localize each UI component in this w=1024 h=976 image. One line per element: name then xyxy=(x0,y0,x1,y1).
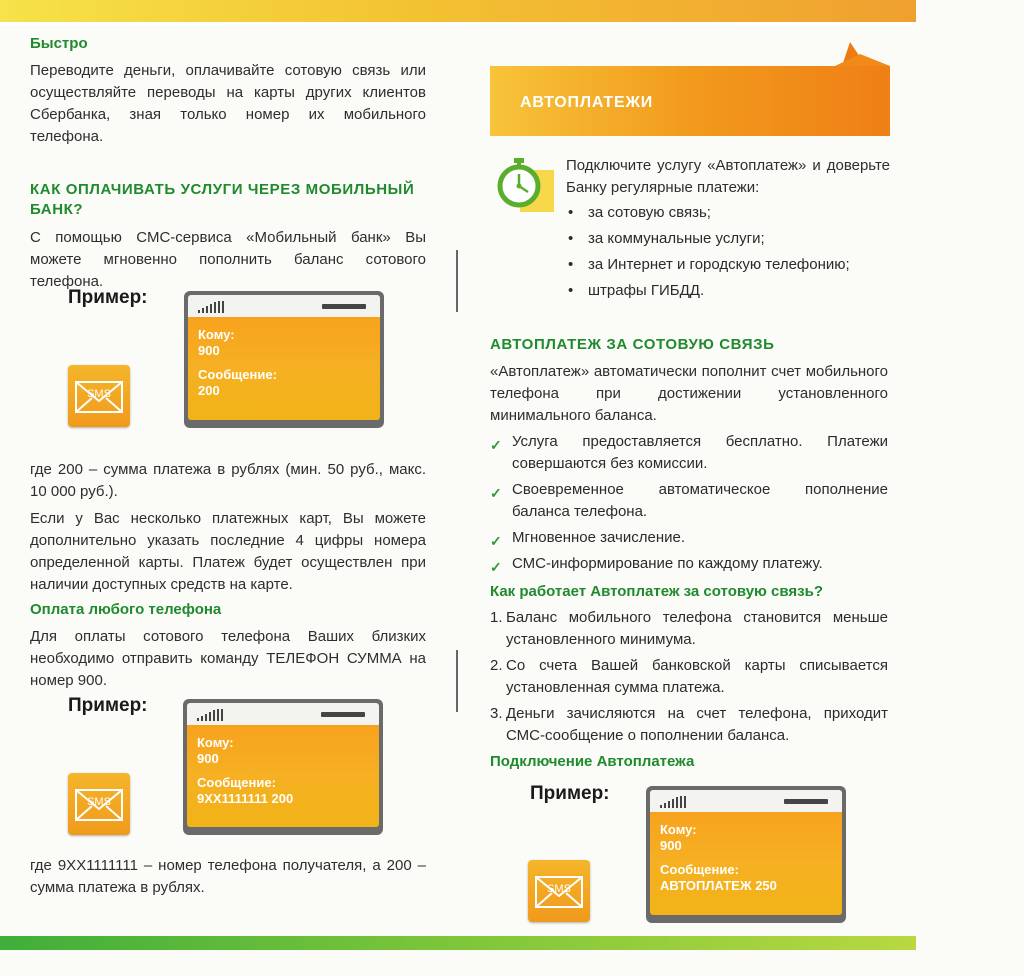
list-item: • штрафы ГИБДД. xyxy=(566,278,890,304)
top-color-bar xyxy=(0,0,916,22)
fold-mark xyxy=(456,650,458,712)
phone-status-bar xyxy=(650,790,842,812)
list-item: • за коммунальные услуги; xyxy=(566,226,890,252)
sms-to-label: Кому: xyxy=(660,822,697,837)
sms-message-value: 200 xyxy=(198,383,220,398)
bottom-color-bar xyxy=(0,936,916,950)
cards-text: Если у Вас несколько платежных карт, Вы можете дополнительно указать последние 4 цифры номера определенной карты. Платеж будет осуществлен при наличии доступных средств на карте. xyxy=(30,510,426,593)
sms-to-label: Кому: xyxy=(197,735,234,750)
check-item-text: Услуга предоставляется бесплатно. Платежи совершаются без комиссии. xyxy=(512,433,888,472)
sms-envelope-icon xyxy=(528,860,590,922)
sms-message-label: Сообщение: xyxy=(198,367,277,382)
any-phone-text: Для оплаты сотового телефона Ваших близких необходимо отправить команду ТЕЛЕФОН СУММА на номер 900. xyxy=(30,628,426,689)
check-item-text: Своевременное автоматическое пополнение баланса телефона. xyxy=(512,481,888,520)
list-item: • за Интернет и городскую телефонию; xyxy=(566,252,890,278)
signal-icon xyxy=(660,796,686,808)
fast-text: Переводите деньги, оплачивайте сотовую связь или осуществляйте переводы на карты других клиентов Сбербанка, зная только номер их мобильного телефона. xyxy=(30,62,426,145)
top-divider xyxy=(0,22,916,25)
check-icon: ✓ xyxy=(490,485,502,501)
phone-screen-example xyxy=(183,699,383,835)
sms-message-label: Сообщение: xyxy=(197,775,276,790)
how-it-works-title: Как работает Автоплатеж за сотовую связь? xyxy=(490,583,823,600)
check-icon: ✓ xyxy=(490,437,502,453)
sms-message-value: 9XX1111111 200 xyxy=(197,791,294,806)
mobile-autopay-text: «Автоплатеж» автоматически пополнит счет мобильного телефона при достижении установленного минимального баланса. xyxy=(490,363,888,424)
fast-title: Быстро xyxy=(30,35,88,52)
step-number: 2. xyxy=(490,657,503,674)
sms-message-label: Сообщение: xyxy=(660,862,739,877)
sms-icon-text: SMS xyxy=(547,883,571,895)
check-item-text: Мгновенное зачисление. xyxy=(512,529,686,546)
sms-envelope-icon xyxy=(68,773,130,835)
battery-icon xyxy=(322,304,366,309)
phone-screen-example xyxy=(184,291,384,428)
check-icon: ✓ xyxy=(490,533,502,549)
sms-icon-text: SMS xyxy=(87,796,111,808)
step-text: Со счета Вашей банковской карты списывается установленная сумма платежа. xyxy=(506,657,888,696)
sms-to-value: 900 xyxy=(660,838,682,853)
note-recipient: где 9XX1111111 – номер телефона получателя, а 200 – сумма платежа в рублях. xyxy=(30,857,426,896)
step-item xyxy=(490,607,888,651)
step-number: 1. xyxy=(490,609,503,626)
signal-icon xyxy=(198,301,224,313)
stopwatch-icon xyxy=(496,156,558,216)
step-text: Баланс мобильного телефона становится меньше установленного минимума. xyxy=(506,609,888,648)
signal-icon xyxy=(197,709,223,721)
sms-icon-text: SMS xyxy=(87,388,111,400)
phone-status-bar xyxy=(187,703,379,725)
autopay-banner xyxy=(490,40,890,136)
pay-text: С помощью СМС-сервиса «Мобильный банк» Вы можете мгновенно пополнить баланс сотового телефона. xyxy=(30,229,426,290)
list-item: • за сотовую связь; xyxy=(566,200,890,226)
example-label: Пример: xyxy=(68,695,148,716)
check-item xyxy=(490,479,888,523)
sms-to-label: Кому: xyxy=(198,327,235,342)
check-item xyxy=(490,553,888,575)
note-amount: где 200 – сумма платежа в рублях (мин. 50 руб., макс. 10 000 руб.). xyxy=(30,461,426,500)
check-item xyxy=(490,527,888,549)
check-item-text: СМС-информирование по каждому платежу. xyxy=(512,555,823,572)
example-label: Пример: xyxy=(530,783,610,804)
connect-title: Подключение Автоплатежа xyxy=(490,753,695,770)
example-label: Пример: xyxy=(68,287,148,308)
mobile-autopay-title: АВТОПЛАТЕЖ ЗА СОТОВУЮ СВЯЗЬ xyxy=(490,336,775,353)
step-number: 3. xyxy=(490,705,503,722)
sms-to-value: 900 xyxy=(198,343,220,358)
phone-screen-example xyxy=(646,786,846,923)
sms-message-value: АВТОПЛАТЕЖ 250 xyxy=(660,878,777,893)
autopay-intro: Подключите услугу «Автоплатеж» и доверьте Банку регулярные платежи: xyxy=(566,157,890,196)
battery-icon xyxy=(784,799,828,804)
pay-title: КАК ОПЛАЧИВАТЬ УСЛУГИ ЧЕРЕЗ МОБИЛЬНЫЙ БАНК? xyxy=(30,181,415,218)
autopay-list xyxy=(566,200,890,304)
sms-envelope-icon xyxy=(68,365,130,427)
any-phone-title: Оплата любого телефона xyxy=(30,601,222,618)
phone-status-bar xyxy=(188,295,380,317)
battery-icon xyxy=(321,712,365,717)
step-text: Деньги зачисляются на счет телефона, приходит СМС-сообщение о пополнении баланса. xyxy=(506,705,888,744)
step-item xyxy=(490,703,888,747)
fold-mark xyxy=(456,250,458,312)
banner-title: АВТОПЛАТЕЖИ xyxy=(520,94,654,111)
step-item xyxy=(490,655,888,699)
check-item xyxy=(490,431,888,475)
sms-to-value: 900 xyxy=(197,751,219,766)
check-icon: ✓ xyxy=(490,559,502,575)
